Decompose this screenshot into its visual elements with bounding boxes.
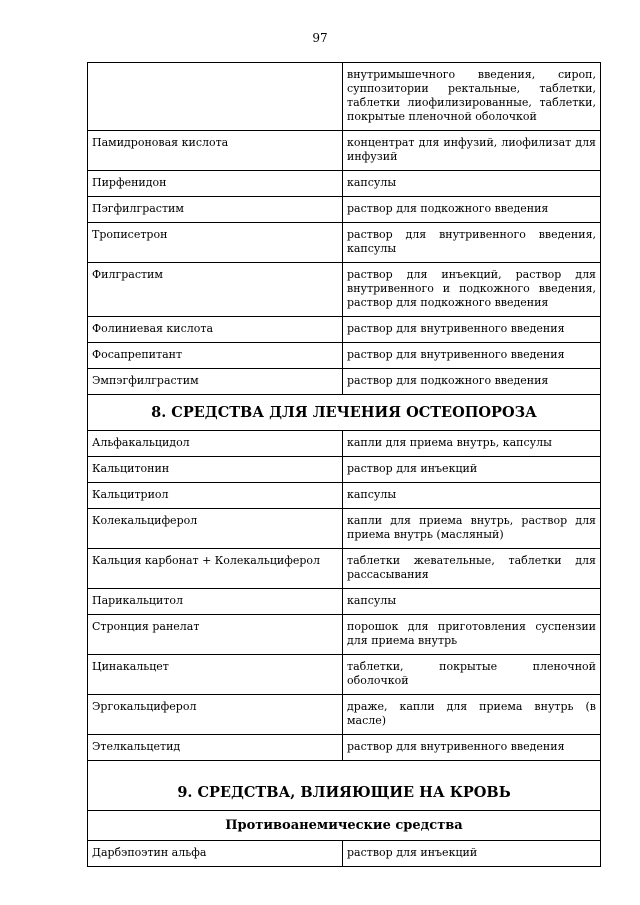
table-row <box>88 431 601 457</box>
drug-name-cell: Стронция ранелат <box>88 615 343 655</box>
dosage-forms-cell: раствор для подкожного введения <box>343 197 601 223</box>
section-title: 9. СРЕДСТВА, ВЛИЯЮЩИЕ НА КРОВЬ <box>88 761 601 811</box>
drug-name-cell: Эмпэгфилграстим <box>88 369 343 395</box>
dosage-forms-cell: раствор для внутривенного введения <box>343 735 601 761</box>
table-row <box>88 483 601 509</box>
dosage-forms-cell: драже, капли для приема внутрь (в масле) <box>343 695 601 735</box>
drug-name-cell: Парикальцитол <box>88 589 343 615</box>
drug-name-cell: Пэгфилграстим <box>88 197 343 223</box>
drug-name-cell: Фосапрепитант <box>88 343 343 369</box>
table-row <box>88 223 601 263</box>
table-row <box>88 589 601 615</box>
section-header-row <box>88 395 601 431</box>
dosage-forms-cell: капли для приема внутрь, капсулы <box>343 431 601 457</box>
section-title: 8. СРЕДСТВА ДЛЯ ЛЕЧЕНИЯ ОСТЕОПОРОЗА <box>88 395 601 431</box>
table-row <box>88 655 601 695</box>
table-row <box>88 615 601 655</box>
dosage-forms-cell: внутримышечного введения, сироп, суппозитории ректальные, таблетки, таблетки лиофилизированные, таблетки, покрытые пленочной оболочкой <box>343 63 601 131</box>
table-row <box>88 171 601 197</box>
dosage-forms-cell: таблетки жевательные, таблетки для рассасывания <box>343 549 601 589</box>
table-row <box>88 63 601 131</box>
table-row <box>88 317 601 343</box>
drug-name-cell: Дарбэпоэтин альфа <box>88 841 343 867</box>
page-number: 97 <box>312 31 328 45</box>
drug-name-cell: Кальцитонин <box>88 457 343 483</box>
dosage-forms-cell: раствор для внутривенного введения <box>343 343 601 369</box>
table-row <box>88 549 601 589</box>
drug-name-cell: Кальция карбонат + Колекальциферол <box>88 549 343 589</box>
table-row <box>88 735 601 761</box>
dosage-forms-cell: раствор для инъекций <box>343 457 601 483</box>
drug-name-cell: Колекальциферол <box>88 509 343 549</box>
dosage-forms-cell: раствор для инъекций <box>343 841 601 867</box>
table-body <box>88 63 601 867</box>
dosage-forms-cell: таблетки, покрытые пленочной оболочкой <box>343 655 601 695</box>
drug-name-cell: Кальцитриол <box>88 483 343 509</box>
table-row <box>88 457 601 483</box>
dosage-forms-cell: порошок для приготовления суспензии для приема внутрь <box>343 615 601 655</box>
dosage-forms-cell: капсулы <box>343 589 601 615</box>
drug-name-cell: Этелкальцетид <box>88 735 343 761</box>
subsection-title: Противоанемические средства <box>88 811 601 841</box>
table-row <box>88 131 601 171</box>
table-row <box>88 509 601 549</box>
table-row <box>88 263 601 317</box>
dosage-forms-cell: раствор для инъекций, раствор для внутривенного и подкожного введения, раствор для подкожного введения <box>343 263 601 317</box>
drug-name-cell: Цинакальцет <box>88 655 343 695</box>
drug-name-cell: Трописетрон <box>88 223 343 263</box>
table-row <box>88 369 601 395</box>
table-row <box>88 343 601 369</box>
dosage-forms-cell: раствор для подкожного введения <box>343 369 601 395</box>
dosage-forms-cell: раствор для внутривенного введения <box>343 317 601 343</box>
drug-name-cell: Памидроновая кислота <box>88 131 343 171</box>
section-header-row <box>88 761 601 811</box>
drug-name-cell: Фолиниевая кислота <box>88 317 343 343</box>
table-row <box>88 841 601 867</box>
dosage-forms-cell: концентрат для инфузий, лиофилизат для инфузий <box>343 131 601 171</box>
dosage-forms-cell: капли для приема внутрь, раствор для приема внутрь (масляный) <box>343 509 601 549</box>
table-row <box>88 197 601 223</box>
drug-name-cell <box>88 63 343 131</box>
drug-name-cell: Альфакальцидол <box>88 431 343 457</box>
table-row <box>88 695 601 735</box>
dosage-forms-cell: раствор для внутривенного введения, капсулы <box>343 223 601 263</box>
drug-name-cell: Эргокальциферол <box>88 695 343 735</box>
subsection-header-row <box>88 811 601 841</box>
drug-table <box>87 62 601 867</box>
drug-name-cell: Филграстим <box>88 263 343 317</box>
drug-name-cell: Пирфенидон <box>88 171 343 197</box>
dosage-forms-cell: капсулы <box>343 171 601 197</box>
dosage-forms-cell: капсулы <box>343 483 601 509</box>
